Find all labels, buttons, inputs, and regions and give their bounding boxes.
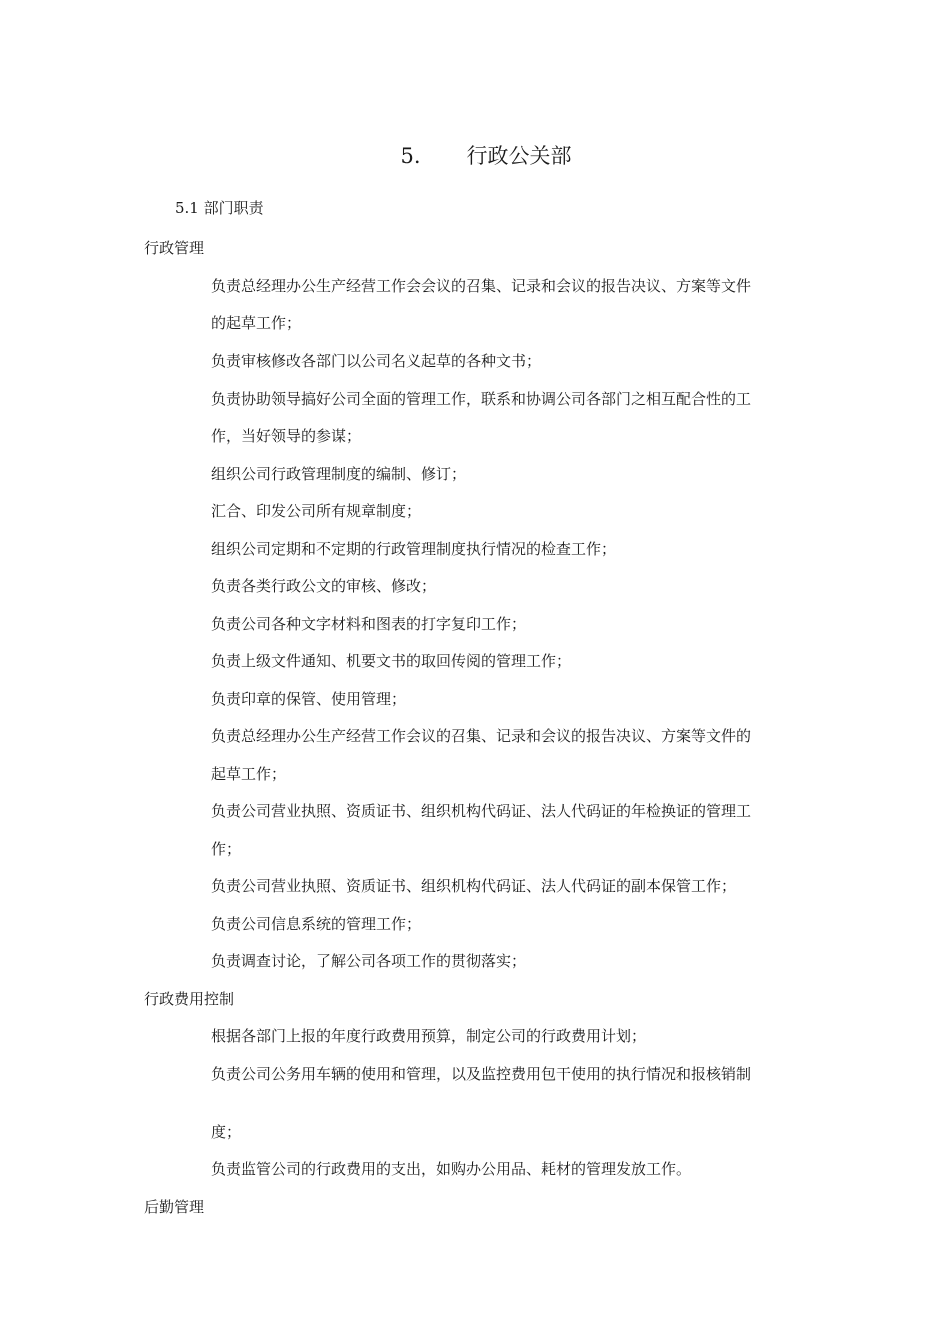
duty-line: 作； <box>211 840 242 858</box>
section-title <box>0 142 950 170</box>
duty-line: 负责公司营业执照、资质证书、组织机构代码证、法人代码证的年检换证的管理工 <box>211 802 752 820</box>
duty-line: 负责各类行政公文的审核、修改； <box>211 577 437 595</box>
duty-line: 负责印章的保管、使用管理； <box>211 690 407 708</box>
section-number: 5. <box>400 144 421 168</box>
duty-line: 负责总经理办公生产经营工作会会议的召集、记录和会议的报告决议、方案等文件 <box>211 277 752 295</box>
duty-line: 负责上级文件通知、机要文书的取回传阅的管理工作； <box>211 652 572 670</box>
duty-line: 负责调查讨论，了解公司各项工作的贯彻落实； <box>211 952 527 970</box>
duty-line: 起草工作； <box>211 765 287 783</box>
duty-line: 负责审核修改各部门以公司名义起草的各种文书； <box>211 352 542 370</box>
section-title-text: 行政公关部 <box>466 144 572 168</box>
duty-line: 负责公司各种文字材料和图表的打字复印工作； <box>211 615 527 633</box>
duty-line: 的起草工作； <box>211 314 302 332</box>
group-heading-admin: 行政管理 <box>144 239 205 257</box>
duty-line: 组织公司行政管理制度的编制、修订； <box>211 465 467 483</box>
duty-line: 负责监管公司的行政费用的支出，如购办公用品、耗材的管理发放工作。 <box>211 1160 692 1178</box>
duty-line: 负责公司信息系统的管理工作； <box>211 915 422 933</box>
duty-line: 组织公司定期和不定期的行政管理制度执行情况的检查工作； <box>211 540 617 558</box>
group-heading-logistics: 后勤管理 <box>144 1198 205 1216</box>
group-heading-expense: 行政费用控制 <box>144 990 235 1008</box>
duty-line: 负责公司营业执照、资质证书、组织机构代码证、法人代码证的副本保管工作； <box>211 877 737 895</box>
duty-line: 汇合、印发公司所有规章制度； <box>211 502 422 520</box>
subsection-heading: 5.1 部门职责 <box>175 199 264 217</box>
duty-line: 根据各部门上报的年度行政费用预算，制定公司的行政费用计划； <box>211 1027 647 1045</box>
duty-line: 度； <box>211 1123 242 1141</box>
duty-line: 负责协助领导搞好公司全面的管理工作，联系和协调公司各部门之相互配合性的工 <box>211 390 752 408</box>
duty-line: 负责公司公务用车辆的使用和管理，以及监控费用包干使用的执行情况和报核销制 <box>211 1065 752 1083</box>
duty-line: 作，当好领导的参谋； <box>211 427 362 445</box>
duty-line: 负责总经理办公生产经营工作会议的召集、记录和会议的报告决议、方案等文件的 <box>211 727 752 745</box>
